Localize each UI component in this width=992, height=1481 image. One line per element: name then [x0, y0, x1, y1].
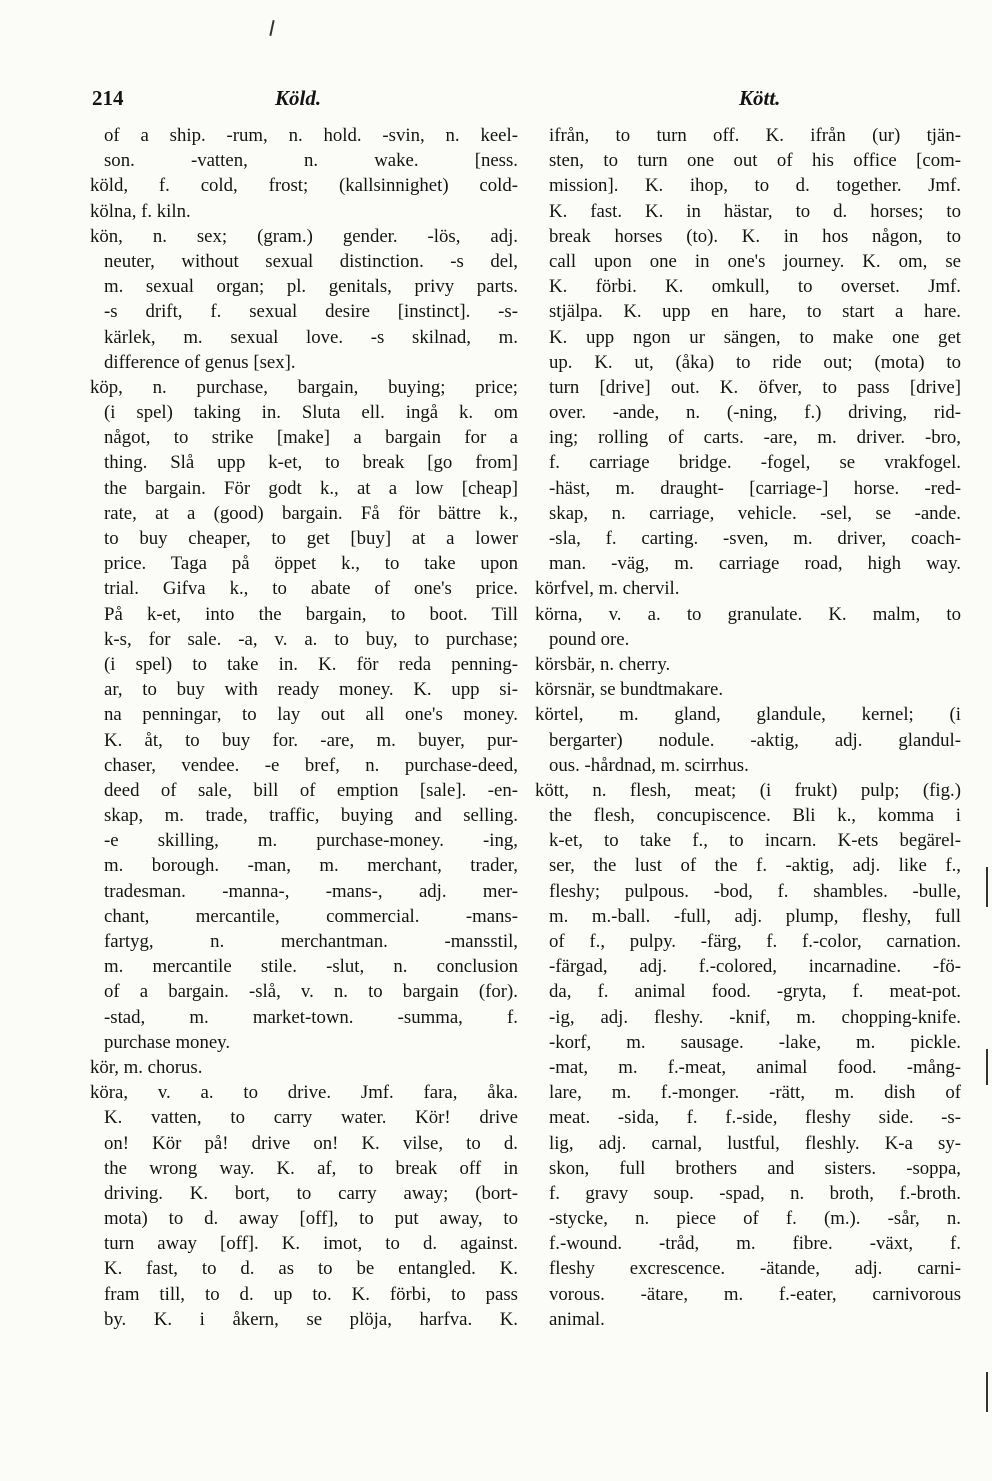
- text-line: the flesh, concupiscence. Bli k., komma i: [549, 805, 961, 827]
- text-line: animal.: [549, 1308, 605, 1330]
- text-line: f.-wound. -tråd, m. fibre. -växt, f.: [549, 1233, 961, 1255]
- text-line: skon, full brothers and sisters. -soppa,: [549, 1157, 961, 1179]
- text-line: turn [drive] out. K. öfver, to pass [drive]: [549, 376, 961, 398]
- text-line: ser, the lust of the f. -aktig, adj. like f.,: [549, 855, 961, 877]
- text-line: price. Taga på öppet k., to take upon: [104, 553, 518, 575]
- text-line: körtel, m. gland, glandule, kernel; (i: [535, 704, 961, 726]
- text-line: -färgad, adj. f.-colored, incarnadine. -fö-: [549, 956, 961, 978]
- text-line: lare, m. f.-monger. -rätt, m. dish of: [549, 1082, 961, 1104]
- text-line: -häst, m. draught- [carriage-] horse. -red-: [549, 477, 961, 499]
- text-line: ifrån, to turn off. K. ifrån (ur) tjän-: [549, 125, 961, 146]
- text-line: son. -vatten, n. wake. [ness.: [104, 150, 518, 172]
- text-line: k-s, for sale. -a, v. a. to buy, to purchase;: [104, 628, 518, 650]
- text-line: f. carriage bridge. -fogel, se vrakfogel.: [549, 452, 961, 474]
- text-line: lig, adj. carnal, lustful, fleshly. K-a sy-: [549, 1132, 961, 1154]
- text-line: K. fast, to d. as to be entangled. K.: [104, 1258, 518, 1280]
- left-column: [90, 123, 518, 1332]
- text-line: -e skilling, m. purchase-money. -ing,: [104, 830, 518, 852]
- text-line: -stad, m. market-town. -summa, f.: [104, 1006, 518, 1028]
- text-line: chant, mercantile, commercial. -mans-: [104, 905, 518, 927]
- text-line: mota) to d. away [off], to put away, to: [104, 1208, 518, 1230]
- text-line: vorous. -ätare, m. f.-eater, carnivorous: [549, 1283, 961, 1305]
- text-line: fleshy; pulpous. -bod, f. shambles. -bulle,: [549, 880, 961, 902]
- text-line: neuter, without sexual distinction. -s del,: [104, 250, 518, 272]
- text-line: mission]. K. ihop, to d. together. Jmf.: [549, 175, 961, 197]
- text-line: köld, f. cold, frost; (kallsinnighet) cold-: [90, 175, 518, 197]
- text-line: the bargain. För godt k., at a low [cheap]: [104, 477, 518, 499]
- left-running-head: Köld.: [275, 86, 322, 110]
- text-line: -ig, adj. fleshy. -knif, m. chopping-knife.: [549, 1006, 961, 1028]
- text-line: köra, v. a. to drive. Jmf. fara, åka.: [90, 1082, 518, 1104]
- margin-mark: [986, 1372, 988, 1412]
- text-line: kött, n. flesh, meat; (i frukt) pulp; (fig.): [535, 779, 961, 801]
- text-line: na penningar, to lay out all one's money.: [104, 704, 518, 726]
- text-line: the wrong way. K. af, to break off in: [104, 1157, 518, 1179]
- text-line: sten, to turn one out of his office [com-: [549, 150, 961, 172]
- text-line: fleshy excrescence. -ätande, adj. carni-: [549, 1258, 961, 1280]
- text-line: körna, v. a. to granulate. K. malm, to: [535, 603, 961, 625]
- text-line: -sla, f. carting. -sven, m. driver, coach-: [549, 528, 961, 549]
- text-line: man. -väg, m. carriage road, high way.: [549, 553, 961, 575]
- text-line: over. -ande, n. (-ning, f.) driving, rid-: [549, 402, 961, 424]
- text-line: m. borough. -man, m. merchant, trader,: [104, 855, 518, 877]
- text-line: fram till, to d. up to. K. förbi, to pass: [104, 1283, 518, 1305]
- text-line: trial. Gifva k., to abate of one's price.: [104, 578, 518, 600]
- text-line: k-et, to take f., to incarn. K-ets begärel-: [549, 830, 961, 852]
- stray-mark: [269, 20, 274, 36]
- text-line: skap, n. carriage, vehicle. -sel, se -ande.: [549, 502, 961, 524]
- text-line: m. mercantile stile. -slut, n. conclusion: [104, 956, 518, 978]
- text-line: -s drift, f. sexual desire [instinct]. -s-: [104, 301, 518, 323]
- right-column: [535, 123, 961, 1332]
- text-line: kön, n. sex; (gram.) gender. -lös, adj.: [90, 225, 518, 247]
- text-line: något, to strike [make] a bargain for a: [104, 427, 518, 449]
- text-line: köp, n. purchase, bargain, buying; price;: [90, 376, 518, 398]
- text-line: körsnär, se bundtmakare.: [535, 679, 724, 701]
- text-line: difference of genus [sex].: [104, 351, 296, 373]
- text-line: chaser, vendee. -e bref, n. purchase-deed,: [104, 754, 518, 776]
- text-line: ing; rolling of carts. -are, m. driver. -bro,: [549, 427, 961, 449]
- text-line: På k-et, into the bargain, to boot. Till: [104, 603, 518, 625]
- text-line: körsbär, n. cherry.: [535, 653, 671, 675]
- text-line: -stycke, n. piece of f. (m.). -sår, n.: [549, 1208, 961, 1230]
- text-line: by. K. i åkern, se plöja, harfva. K.: [104, 1308, 518, 1330]
- text-line: rate, at a (good) bargain. Få för bättre k.,: [104, 502, 518, 524]
- text-line: K. vatten, to carry water. Kör! drive: [104, 1107, 518, 1129]
- text-line: of a ship. -rum, n. hold. -svin, n. keel-: [104, 125, 518, 146]
- text-line: ous. -hårdnad, m. scirrhus.: [549, 754, 749, 776]
- text-line: kölna, f. kiln.: [90, 200, 191, 222]
- text-line: call upon one in one's journey. K. om, se: [549, 250, 961, 272]
- text-line: ar, to buy with ready money. K. upp si-: [104, 679, 518, 701]
- text-line: on! Kör på! drive on! K. vilse, to d.: [104, 1132, 518, 1154]
- text-line: deed of sale, bill of emption [sale]. -en-: [104, 779, 518, 801]
- text-line: (i spel) to take in. K. för reda penning-: [104, 653, 518, 675]
- text-line: f. gravy soup. -spad, n. broth, f.-broth.: [549, 1182, 961, 1204]
- running-header: [92, 86, 922, 112]
- text-line: fartyg, n. merchantman. -mansstil,: [104, 931, 518, 952]
- right-running-head: Kött.: [739, 86, 781, 110]
- text-line: K. fast. K. in hästar, to d. horses; to: [549, 200, 961, 222]
- text-line: K. förbi. K. omkull, to overset. Jmf.: [549, 276, 961, 298]
- text-line: up. K. ut, (åka) to ride out; (mota) to: [549, 351, 961, 373]
- text-line: skap, m. trade, traffic, buying and selling.: [104, 805, 518, 827]
- text-line: break horses (to). K. in hos någon, to: [549, 225, 961, 247]
- text-line: to buy cheaper, to get [buy] at a lower: [104, 528, 518, 549]
- text-line: thing. Slå upp k-et, to break [go from]: [104, 452, 518, 474]
- text-line: driving. K. bort, to carry away; (bort-: [104, 1182, 518, 1204]
- text-line: kör, m. chorus.: [90, 1056, 203, 1078]
- text-line: m. sexual organ; pl. genitals, privy parts.: [104, 276, 518, 298]
- text-line: meat. -sida, f. f.-side, fleshy side. -s-: [549, 1107, 961, 1129]
- text-line: (i spel) taking in. Sluta ell. ingå k. om: [104, 402, 518, 424]
- text-line: pound ore.: [549, 628, 630, 650]
- page-number: 214: [92, 86, 124, 110]
- margin-mark: [986, 1049, 988, 1085]
- text-line: -korf, m. sausage. -lake, m. pickle.: [549, 1031, 961, 1053]
- text-line: K. åt, to buy for. -are, m. buyer, pur-: [104, 729, 518, 751]
- margin-mark: [986, 867, 988, 907]
- text-line: -mat, m. f.-meat, animal food. -mång-: [549, 1056, 961, 1078]
- text-line: of f., pulpy. -färg, f. f.-color, carnation.: [549, 931, 961, 952]
- text-line: purchase money.: [104, 1031, 231, 1053]
- text-line: of a bargain. -slå, v. n. to bargain (for).: [104, 981, 518, 1003]
- text-line: körfvel, m. chervil.: [535, 578, 680, 600]
- text-line: kärlek, m. sexual love. -s skilnad, m.: [104, 326, 518, 348]
- text-line: bergarter) nodule. -aktig, adj. glandul-: [549, 729, 961, 751]
- text-line: m. m.-ball. -full, adj. plump, fleshy, full: [549, 905, 961, 927]
- text-line: turn away [off]. K. imot, to d. against.: [104, 1233, 518, 1255]
- text-line: tradesman. -manna-, -mans-, adj. mer-: [104, 880, 518, 902]
- text-line: K. upp ngon ur sängen, to make one get: [549, 326, 961, 348]
- text-line: stjälpa. K. upp en hare, to start a hare.: [549, 301, 961, 323]
- text-line: da, f. animal food. -gryta, f. meat-pot.: [549, 981, 961, 1003]
